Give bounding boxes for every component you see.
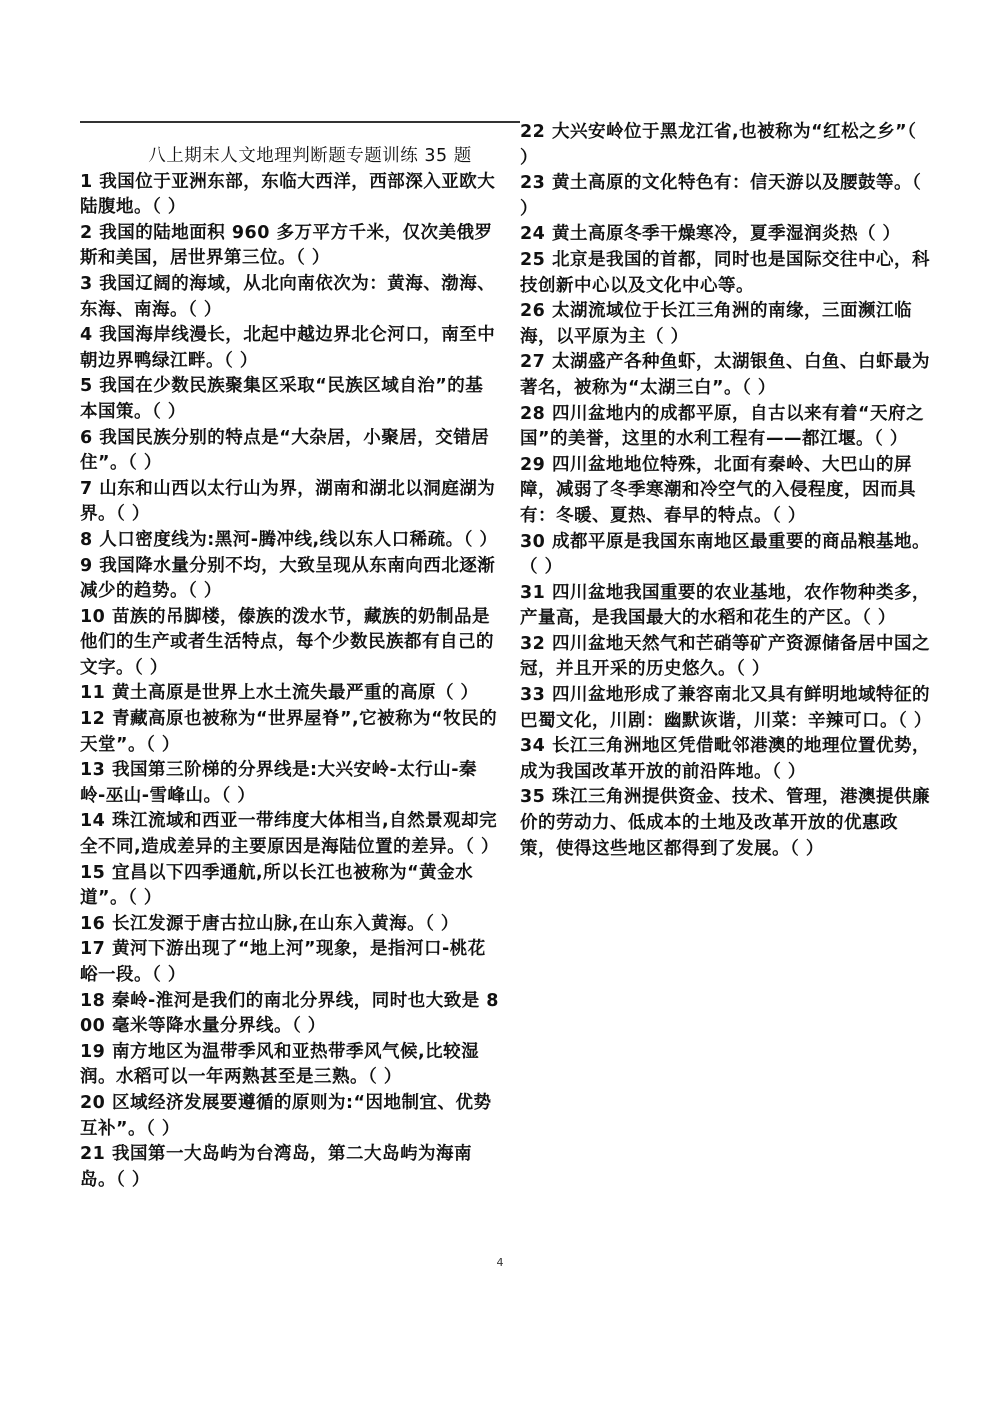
- question-item: 31 四川盆地我国重要的农业基地，农作物种类多，产量高，是我国最大的水稻和花生的产区。（ ）: [520, 582, 930, 629]
- right-column: [520, 120, 930, 862]
- question-item: 6 我国民族分别的特点是“大杂居，小聚居，交错居住”。（ ）: [80, 427, 490, 474]
- question-item: 7 山东和山西以太行山为界，湖南和湖北以洞庭湖为界。（ ）: [80, 478, 496, 525]
- question-item: 29 四川盆地地位特殊，北面有秦岭、大巴山的屏障，减弱了冬季寒潮和冷空气的入侵程度，因而具有：冬暖、夏热、春早的特点。（ ）: [520, 454, 916, 526]
- left-column: [80, 120, 500, 1193]
- question-item: 8 人口密度线为:黑河-腾冲线,线以东人口稀疏。（ ）: [80, 529, 498, 550]
- question-item: 3 我国辽阔的海域，从北向南依次为：黄海、渤海、东海、南海。（ ）: [80, 273, 496, 320]
- right-question-list: [520, 120, 930, 862]
- question-item: 25 北京是我国的首都，同时也是国际交往中心，科技创新中心以及文化中心等。: [520, 249, 930, 296]
- question-item: 2 我国的陆地面积 960 多万平方千米，仅次美俄罗斯和美国，居世界第三位。（ ）: [80, 222, 493, 269]
- question-item: 24 黄土高原冬季干燥寒冷，夏季湿润炎热（ ）: [520, 224, 901, 245]
- question-item: 26 太湖流域位于长江三角洲的南缘，三面濒江临海，以平原为主（ ）: [520, 301, 912, 347]
- question-item: 19 南方地区为温带季风和亚热带季风气候,比较湿润。水稻可以一年两熟甚至是三熟。（ ）: [80, 1041, 480, 1088]
- question-item: 16 长江发源于唐古拉山脉,在山东入黄海。（ ）: [80, 913, 459, 934]
- question-item: 11 黄土高原是世界上水土流失最严重的高原（ ）: [80, 683, 479, 704]
- question-item: 32 四川盆地天然气和芒硝等矿产资源储备居中国之冠，并且开采的历史悠久。（ ）: [520, 633, 930, 680]
- question-item: 10 苗族的吊脚楼，傣族的泼水节，藏族的奶制品是他们的生产或者生活特点，每个少数民族都有自己的文字。（ ）: [80, 606, 494, 678]
- left-question-list: [80, 170, 500, 1194]
- question-item: 30 成都平原是我国东南地区最重要的商品粮基地。（ ）: [520, 531, 930, 578]
- question-item: 17 黄河下游出现了“地上河”现象，是指河口-桃花峪一段。（ ）: [80, 939, 486, 985]
- question-item: 22 大兴安岭位于黑龙江省,也被称为“红松之乡”（ ）: [520, 122, 917, 168]
- page-title: 八上期末人文地理判断题专题训练 35 题: [148, 146, 472, 166]
- question-item: 27 太湖盛产各种鱼虾，太湖银鱼、白鱼、白虾最为著名，被称为“太湖三白”。（ ）: [520, 352, 930, 398]
- question-item: 1 我国位于亚洲东部，东临大西洋，西部深入亚欧大陆腹地。（ ）: [80, 171, 496, 218]
- question-item: 12 青藏高原也被称为“世界屋脊”,它被称为“牧民的天堂”。（ ）: [80, 709, 498, 755]
- question-item: 33 四川盆地形成了兼容南北又具有鲜明地域特征的巴蜀文化，川剧：幽默诙谐，川菜：辛辣可口。（ ）: [520, 685, 932, 731]
- question-item: 34 长江三角洲地区凭借毗邻港澳的地理位置优势，成为我国改革开放的前沿阵地。（ ）: [520, 736, 930, 782]
- question-item: 9 我国降水量分别不均，大致呈现从东南向西北逐渐减少的趋势。（ ）: [80, 555, 496, 602]
- question-item: 5 我国在少数民族聚集区采取“民族区域自治”的基本国策。（ ）: [80, 376, 484, 422]
- question-item: 20 区域经济发展要遵循的原则为:“因地制宜、优势互补”。（ ）: [80, 1092, 492, 1139]
- question-item: 14 珠江流域和西亚一带纬度大体相当,自然景观却完全不同,造成差异的主要原因是海陆位置的差异。（ ）: [80, 811, 499, 858]
- question-item: 18 秦岭-淮河是我们的南北分界线，同时也大致是 800 毫米等降水量分界线。（ ）: [80, 990, 499, 1037]
- question-item: 21 我国第一大岛屿为台湾岛，第二大岛屿为海南岛。（ ）: [80, 1144, 472, 1190]
- question-item: 35 珠江三角洲提供资金、技术、管理，港澳提供廉价的劳动力、低成本的土地及改革开放的优惠政策，使得这些地区都得到了发展。（ ）: [520, 787, 930, 859]
- question-item: 23 黄土高原的文化特色有：信天游以及腰鼓等。（ ）: [520, 173, 922, 219]
- question-item: 28 四川盆地内的成都平原，自古以来有着“天府之国”的美誉，这里的水利工程有——都江堰。（ ）: [520, 403, 924, 450]
- question-item: 13 我国第三阶梯的分界线是:大兴安岭-太行山-秦岭-巫山-雪峰山。（ ）: [80, 760, 477, 806]
- question-item: 15 宜昌以下四季通航,所以长江也被称为“黄金水道”。（ ）: [80, 862, 474, 909]
- page-number: 4: [496, 1256, 504, 1269]
- question-item: 4 我国海岸线漫长，北起中越边界北仑河口，南至中朝边界鸭绿江畔。（ ）: [80, 325, 496, 371]
